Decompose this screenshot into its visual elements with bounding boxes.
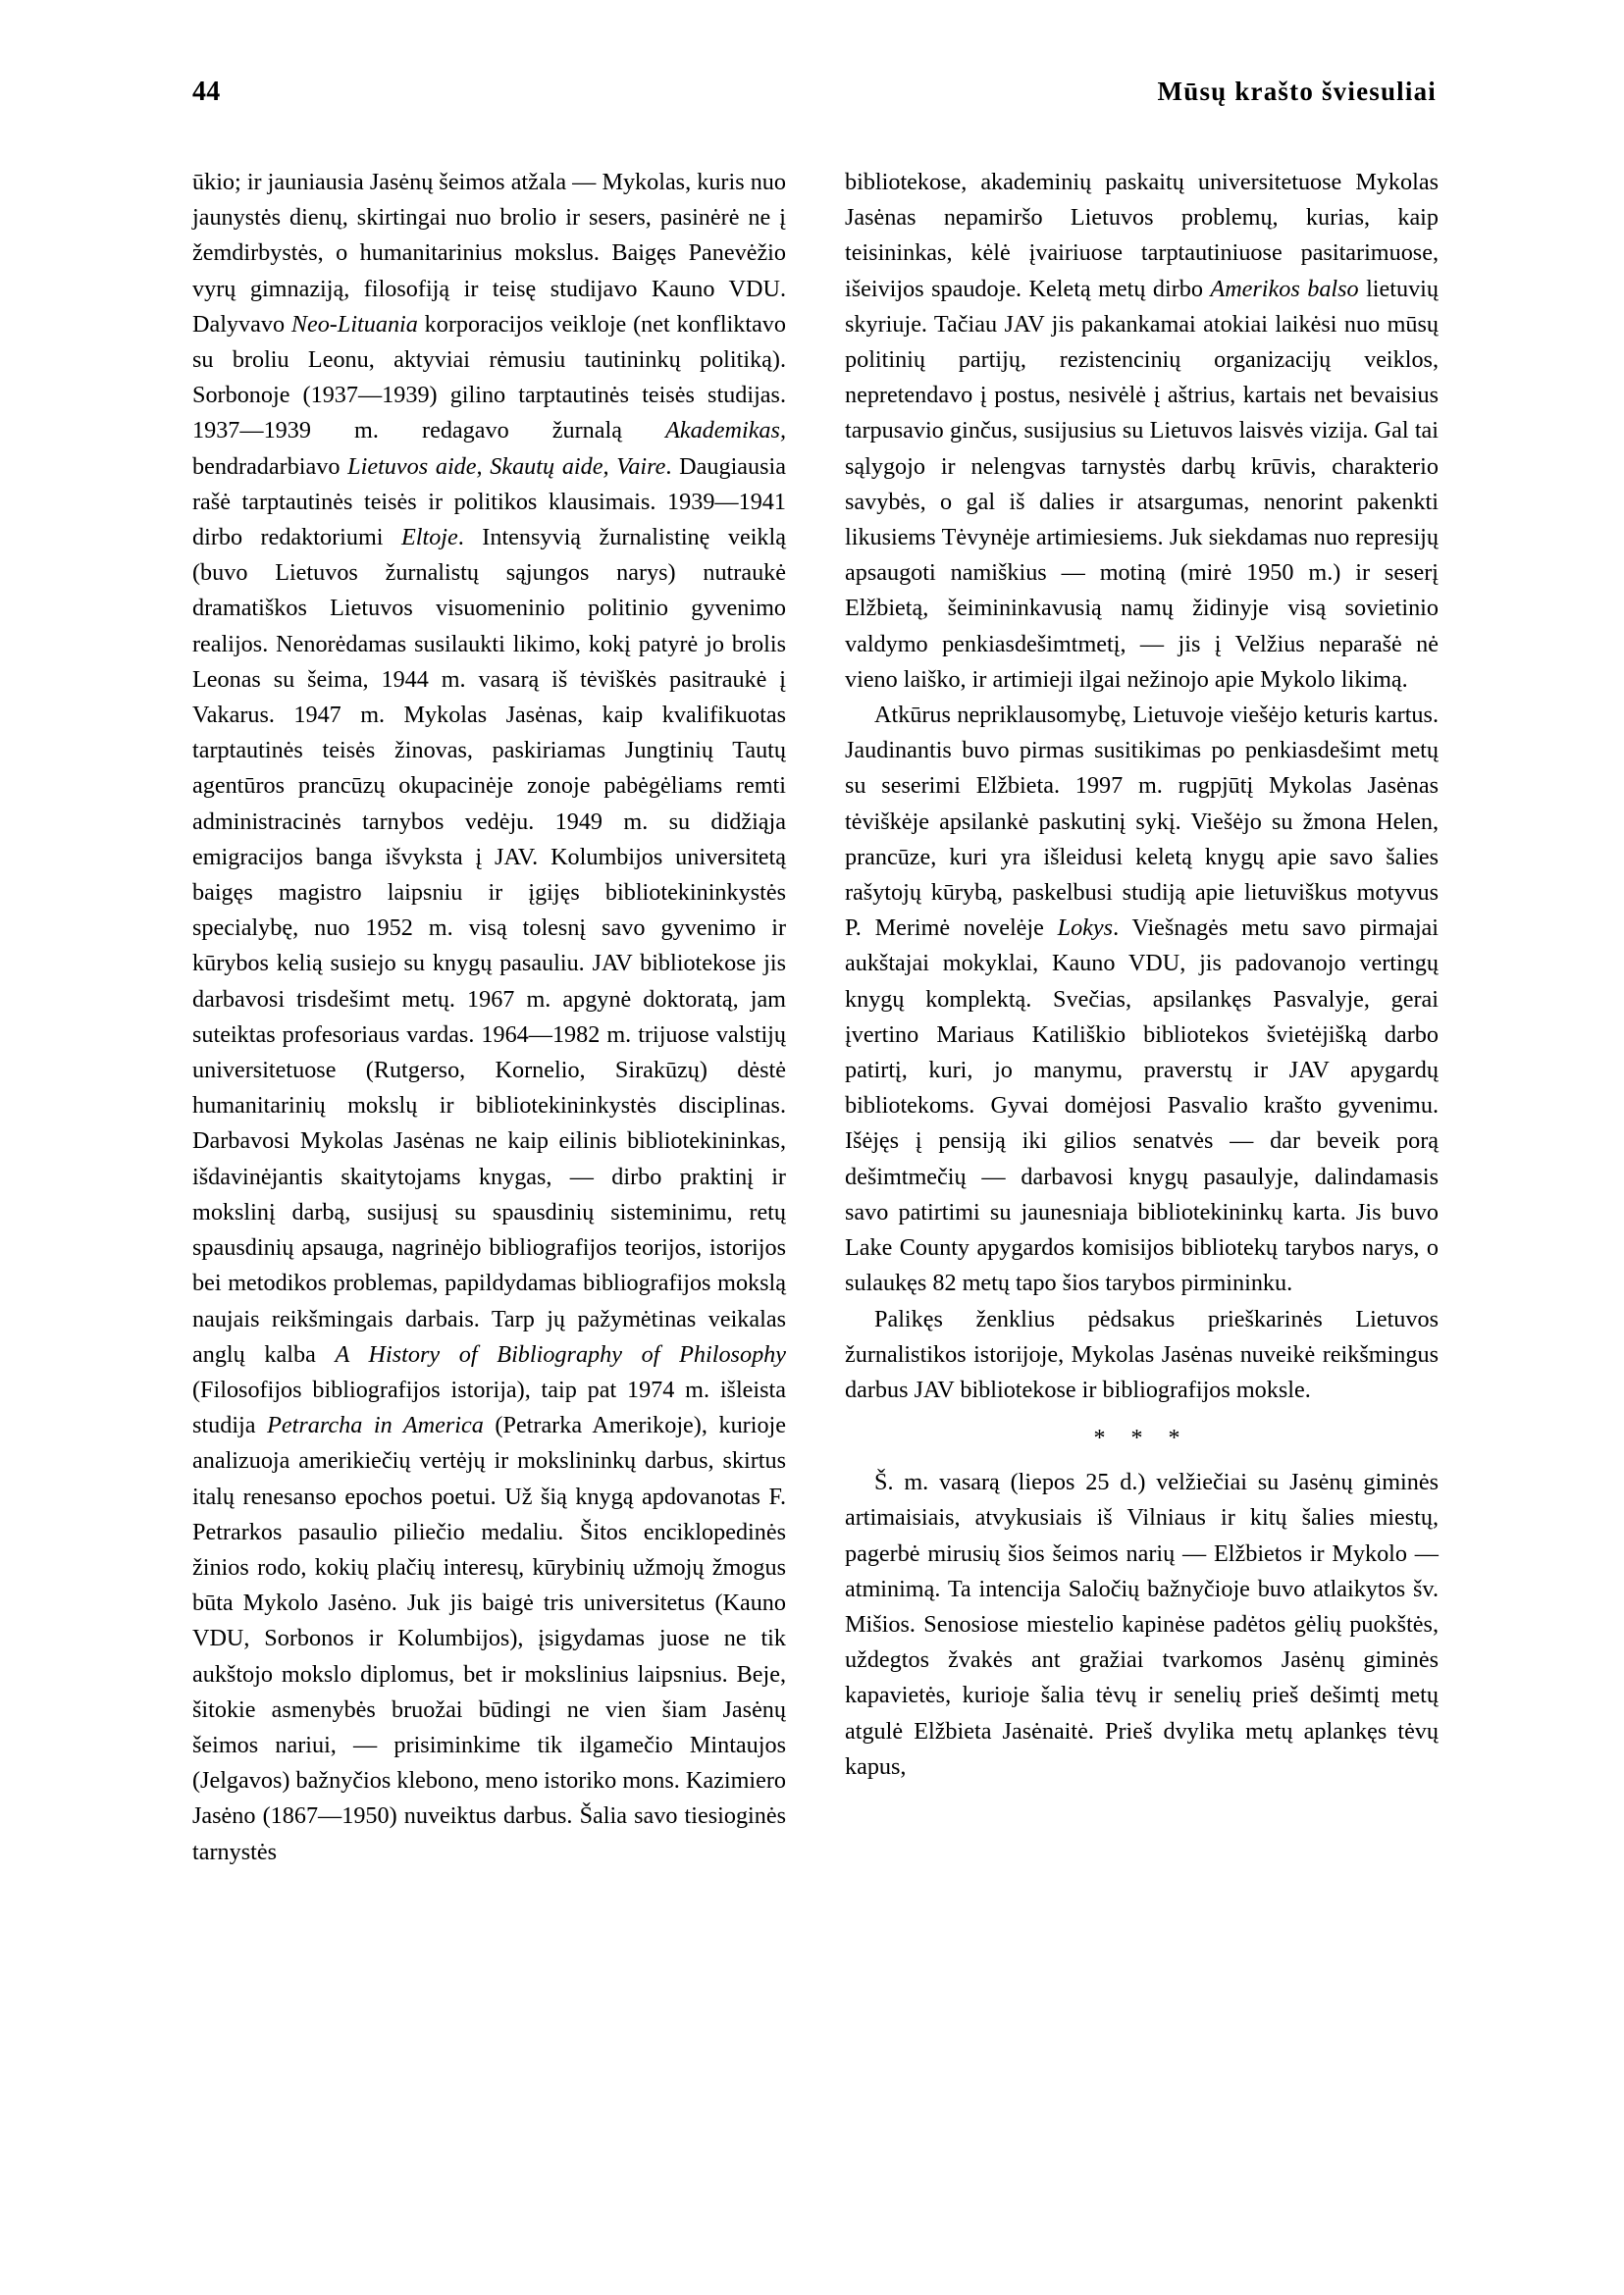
- text-run: (Filosofijos bibliografijos istorija), taip pat 1974 m. išleista studija: [192, 1376, 786, 1439]
- italic-run-neo-lituania: Neo-Lituania: [290, 310, 418, 338]
- text-run: . Daugiausia rašė tarptautinės teisės ir politikos klausimais. 1939—1941 dirbo redaktoriumi: [192, 452, 786, 551]
- section-separator-asterisks: * * *: [1093, 1426, 1190, 1452]
- italic-run-amerikos-balso: Amerikos balso: [1210, 275, 1359, 302]
- left-column: [192, 165, 786, 1870]
- two-column-body: [192, 165, 1439, 1870]
- italic-run-lokys: Lokys: [1057, 914, 1114, 942]
- page-number: 44: [192, 77, 221, 107]
- right-paragraph-4: Š. m. vasarą (liepos 25 d.) velžiečiai su Jasėnų giminės artimaisiais, atvykusiais iš Vilniaus ir kitų šalies miestų, pagerbė mirusių šios šeimos narių — Elžbietos ir Mykolo — atminimą. Ta intencija Saločių bažnyčioje buvo atlaikytos šv. Mišios. Senosiose miestelio kapinėse padėtos gėlių puokštės, uždegtos žvakės ant gražiai tvarkomos Jasėnų giminės kapavietės, kurioje šalia tėvų ir senelių prieš dešimtį metų atgulė Elžbieta Jasėnaitė. Prieš dvylika metų aplankęs tėvų kapus,: [845, 1469, 1439, 1780]
- text-run: (Petrarka Amerikoje), kurioje analizuoja amerikiečių vertėjų ir mokslininkų darbus, skirtus italų renesanso epochos poetui. Už šią knygą apdovanotas F. Petrarkos pasaulio piliečio medaliu. Šitos enciklopedinės žinios rodo, kokių plačių interesų, kūrybinių užmojų žmogus būta Mykolo Jasėno. Juk jis baigė tris universitetus (Kauno VDU, Sorbonos ir Kolumbijos), įsigydamas juose ne tik aukštojo mokslo diplomus, bet ir mokslinius laipsnius. Beje, šitokie asmenybės bruožai būdingi ne vien šiam Jasėnų šeimos nariui, — prisiminkime tik ilgamečio Mintaujos (Jelgavos) bažnyčios klebono, meno istoriko mons. Kazimiero Jasėno (1867—1950) nuveiktus darbus. Šalia savo tiesioginės tarnystės: [192, 1412, 786, 1865]
- text-run: korporacijos veikloje (net konfliktavo su broliu Leonu, aktyviai rėmusiu tautininkų politiką). Sorbonoje (1937—1939) gilino tarptautinės teisės studijas. 1937—1939 m. redagavo žurnalą: [192, 310, 786, 444]
- text-run: bibliotekose, akademinių paskaitų universitetuose Mykolas Jasėnas nepamiršo Lietuvos problemų, kurias, kaip teisininkas, kėlė įvairiuose tarptautiniuose pasitarimuose, išeivijos spaudoje. Keletą metų dirbo: [845, 169, 1439, 302]
- italic-run-history-of-bibliography: A History of Bibliography of Philosophy: [335, 1340, 786, 1368]
- right-paragraph-2: [845, 698, 1439, 1301]
- italic-run-akademikas: Akademikas,: [665, 417, 786, 444]
- text-run: . Viešnagės metu savo pirmajai aukštajai mokyklai, Kauno VDU, jis padovanojo vertingų knygų komplektą. Svečias, apsilankęs Pasvalyje, gerai įvertino Mariaus Katiliškio bibliotekos švietėjišką darbo patirtį, kuri, jo manymu, praverstų ir JAV apygardų bibliotekoms. Gyvai domėjosi Pasvalio krašto gyvenimu. Išėjęs į pensiją iki gilios senatvės — dar beveik porą dešimtmečių — darbavosi knygų pasaulyje, dalindamasis savo patirtimi su jaunesniaja bibliotekininkų karta. Jis buvo Lake County apygardos komisijos bibliotekų tarybos narys, o sulaukęs 82 metų tapo šios tarybos pirmininku.: [845, 914, 1439, 1297]
- right-paragraph-1: [845, 165, 1439, 698]
- italic-run-lietuvos-aide: Lietuvos aide, Skautų aide, Vaire: [347, 452, 666, 480]
- text-run: bendradarbiavo: [192, 452, 348, 480]
- left-paragraph-1: [192, 165, 786, 1870]
- text-run: Atkūrus nepriklausomybę, Lietuvoje viešėjo keturis kartus. Jaudinantis buvo pirmas susitikimas po penkiasdešimt metų su seserimi Elžbieta. 1997 m. rugpjūtį Mykolas Jasėnas tėviškėje apsilankė paskutinį sykį. Viešėjo su žmona Helen, prancūze, kuri yra išleidusi keletą knygų apie savo šalies rašytojų kūrybą, paskelbusi studiją apie lietuviškus motyvus P. Merimė novelėje: [845, 702, 1439, 942]
- text-run: . Intensyvią žurnalistinę veiklą (buvo Lietuvos žurnalistų sąjungos narys) nutraukė dramatiškos Lietuvos visuomeninio politinio gyvenimo realijos. Nenorėdamas susilaukti likimo, kokį patyrė jo brolis Leonas su šeima, 1944 m. vasarą iš tėviškės pasitraukė į Vakarus. 1947 m. Mykolas Jasėnas, kaip kvalifikuotas tarptautinės teisės žinovas, paskiriamas Jungtinių Tautų agentūros prancūzų okupacinėje zonoje pabėgėliams remti administracinės tarnybos vedėju. 1949 m. su didžiąja emigracijos banga išvyksta į JAV. Kolumbijos universitetą baigęs magistro laipsniu ir įgijęs bibliotekininkystės specialybę, nuo 1952 m. visą tolesnį savo gyvenimo ir kūrybos kelią susiejo su knygų pasauliu. JAV bibliotekose jis darbavosi trisdešimt metų. 1967 m. apgynė doktoratą, jam suteiktas profesoriaus vardas. 1964—1982 m. trijuose valstijų universitetuose (Rutgerso, Kornelio, Sirakūzų) dėstė humanitarinių mokslų ir bibliotekininkystės disciplinas. Darbavosi Mykolas Jasėnas ne kaip eilinis bibliotekininkas, išdavinėjantis skaitytojams knygas, — dirbo praktinį ir mokslinį darbą, susijusį su spausdinių sisteminimu, retų spausdinių apsauga, nagrinėjo bibliografijos teorijos, istorijos bei metodikos problemas, papildydamas bibliografijos mokslą naujais reikšmingais darbais. Tarp jų pažymėtinas veikalas anglų kalba: [192, 524, 786, 1368]
- text-run: ūkio; ir jauniausia Jasėnų šeimos atžala — Mykolas, kuris nuo jaunystės dienų, skirtingai nuo brolio ir sesers, pasinėrė ne į žemdirbystės, o humanitarinius mokslus. Baigęs Panevėžio vyrų gimnaziją, filosofiją ir teisę studijavo Kauno VDU. Dalyvavo: [192, 169, 786, 338]
- italic-run-petrarcha: Petrarcha in America: [267, 1412, 484, 1439]
- running-title: Mūsų krašto šviesuliai: [1157, 77, 1437, 106]
- text-run: lietuvių skyriuje. Tačiau JAV jis pakankamai atokiai laikėsi nuo mūsų politinių partijų, rezistencinių organizacijų veiklos, nepretendavo į postus, nesivėlė į aštrius, kartais net bevaisius tarpusavio ginčus, susijusius su Lietuvos laisvės vizija. Gal tai sąlygojo ir nelengvas tarnystės darbų krūvis, charakterio savybės, o gal iš dalies ir atsargumas, nenorint pakenkti likusiems Tėvynėje artimiesiems. Juk siekdamas nuo represijų apsaugoti namiškius — motiną (mirė 1950 m.) ir seserį Elžbietą, šeimininkavusią namų židinyje visą sovietinio valdymo penkiasdešimtmetį, — jis į Velžius neparašė nė vieno laiško, ir artimieji ilgai nežinojo apie Mykolo likimą.: [845, 275, 1439, 693]
- page-header: [192, 77, 1437, 108]
- right-paragraph-3: Palikęs ženklius pėdsakus prieškarinės Lietuvos žurnalistikos istorijoje, Mykolas Jasėnas nuveikė reikšmingus darbus JAV bibliotekose ir bibliografijos mokslе.: [845, 1305, 1439, 1403]
- right-column: [845, 165, 1439, 1870]
- italic-run-eltoje: Eltoje: [400, 524, 458, 551]
